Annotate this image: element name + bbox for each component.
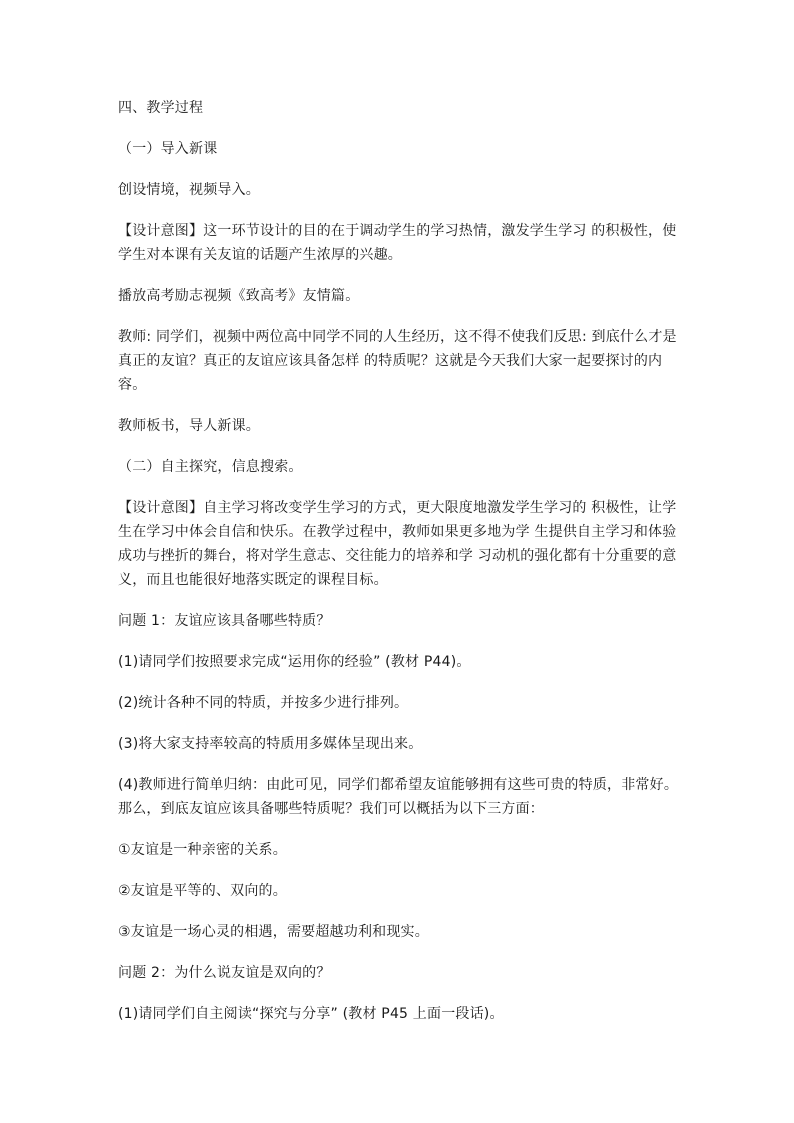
- question-heading-2: 问题 2：为什么说友谊是双向的？: [118, 965, 331, 981]
- design-intent-paragraph: 【设计意图】自主学习将改变学生学习的方式，更大限度地激发学生学习的 积极性，让学生在学习中体会自信和快乐。在教学过程中，教师如果更多地为学 生提供自主学习和体验成功与挫折的舞台，将对学生意志、交往能力的培养和学 习动机的强化都有十分重要的意义，而且也能很好地落实既定的课程目标。: [118, 500, 677, 588]
- question-heading-1: 问题 1：友谊应该具备哪些特质？: [118, 613, 331, 629]
- paragraph: 播放高考励志视频《致高考》友情篇。: [118, 288, 360, 304]
- document-body: [118, 96, 684, 1043]
- list-item: (3)将大家支持率较高的特质用多媒体呈现出来。: [118, 736, 423, 752]
- subsection-heading-1: （一）导入新课: [118, 141, 218, 157]
- teacher-paragraph: 教师: 同学们，视频中两位高中同学不同的人生经历，这不得不使我们反思: 到底什么才是真正的友谊？真正的友谊应该具备怎样 的特质呢？这就是今天我们大家一起要探讨的内容。: [118, 329, 677, 393]
- design-intent-paragraph: 【设计意图】这一环节设计的目的在于调动学生的学习热情，激发学生学习 的积极性，使学生对本课有关友谊的话题产生浓厚的兴趣。: [118, 223, 677, 263]
- numbered-point: ②友谊是平等的、双向的。: [118, 883, 287, 899]
- paragraph: 创设情境，视频导入。: [118, 182, 260, 198]
- paragraph: 教师板书，导人新课。: [118, 418, 260, 434]
- subsection-heading-2: （二）自主探究，信息搜索。: [118, 459, 303, 475]
- numbered-point: ③友谊是一场心灵的相遇，需要超越功利和现实。: [118, 924, 429, 940]
- list-item: (1)请同学们自主阅读“探究与分享” (教材 P45 上面一段话)。: [118, 1006, 504, 1022]
- list-item: (2)统计各种不同的特质，并按多少进行排列。: [118, 695, 409, 711]
- list-item: (1)请同学们按照要求完成“运用你的经验” (教材 P44)。: [118, 654, 471, 670]
- list-item: (4)教师进行简单归纳：由此可见，同学们都希望友谊能够拥有这些可贵的特质，非常好。那么，到底友谊应该具备哪些特质呢？我们可以概括为以下三方面：: [118, 777, 679, 817]
- numbered-point: ①友谊是一种亲密的关系。: [118, 842, 287, 858]
- section-heading: 四、教学过程: [118, 100, 204, 116]
